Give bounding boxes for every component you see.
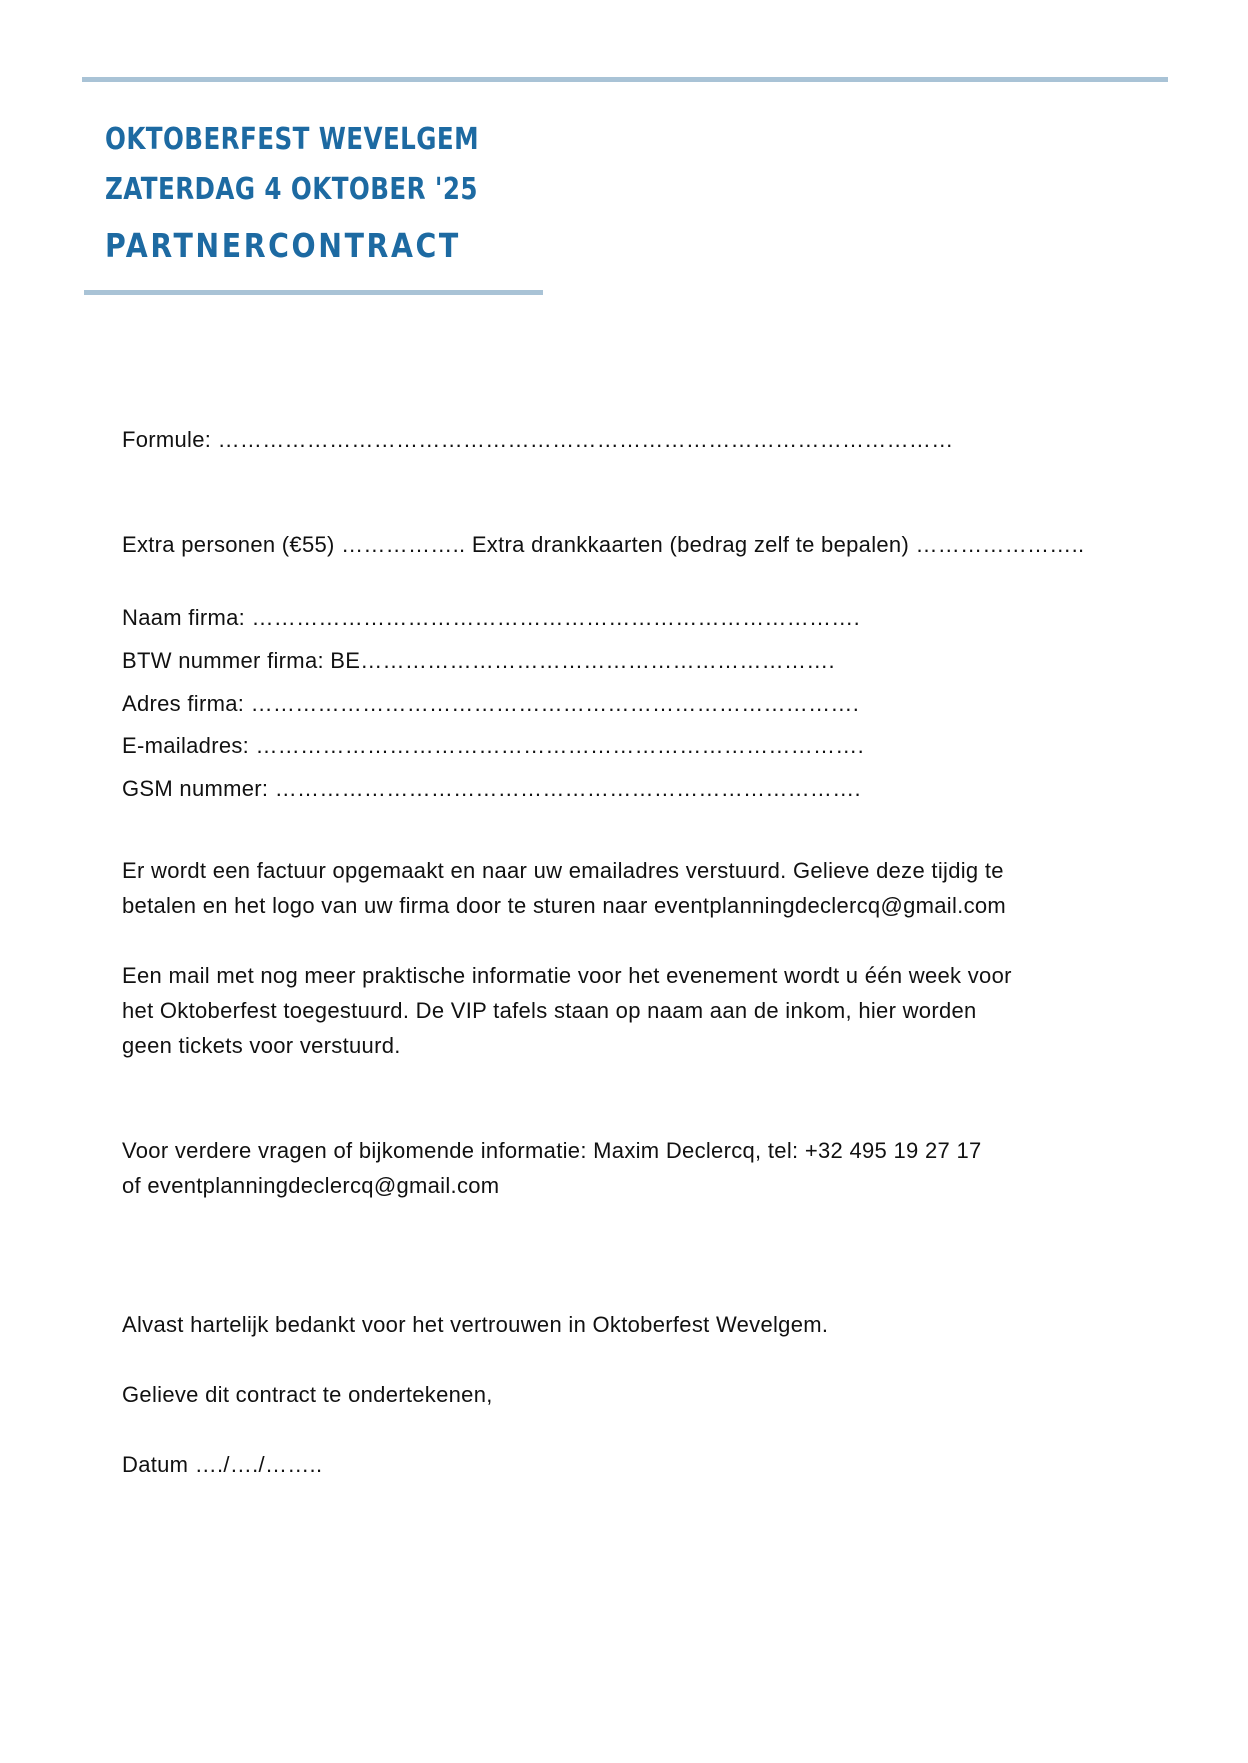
company-address-field[interactable]: Adres firma: ………………………………………………………………………. [122, 691, 860, 716]
email-field[interactable]: E-mailadres: ………………………………………………………………………. [122, 733, 865, 758]
header-divider [84, 290, 543, 295]
event-title: OKTOBERFEST WEVELGEM [105, 122, 479, 157]
info-paragraph-line: geen tickets voor verstuurd. [122, 1033, 401, 1058]
event-date: ZATERDAG 4 OKTOBER '25 [105, 172, 478, 207]
info-paragraph-line: het Oktoberfest toegestuurd. De VIP tafels staan op naam aan de inkom, hier worden [122, 998, 977, 1023]
extra-fields[interactable]: Extra personen (€55) …………….. Extra drankkaarten (bedrag zelf te bepalen) ………………….. [122, 532, 1085, 557]
document-title: PARTNERCONTRACT [105, 226, 461, 265]
phone-field[interactable]: GSM nummer: ……………………………………………………………………. [122, 776, 861, 801]
contact-paragraph-line: Voor verdere vragen of bijkomende informatie: Maxim Declercq, tel: +32 495 19 27 17 [122, 1138, 982, 1163]
invoice-paragraph-line: betalen en het logo van uw firma door te sturen naar eventplanningdeclercq@gmail.com [122, 893, 1007, 918]
contact-paragraph-line: of eventplanningdeclercq@gmail.com [122, 1173, 500, 1198]
info-paragraph-line: Een mail met nog meer praktische informatie voor het evenement wordt u één week voor [122, 963, 1012, 988]
date-field[interactable]: Datum …./…./…….. [122, 1452, 323, 1477]
thanks-text: Alvast hartelijk bedankt voor het vertrouwen in Oktoberfest Wevelgem. [122, 1312, 829, 1337]
invoice-paragraph-line: Er wordt een factuur opgemaakt en naar uw emailadres verstuurd. Gelieve deze tijdig te [122, 858, 1004, 883]
vat-number-field[interactable]: BTW nummer firma: BE………………………………………………………. [122, 648, 835, 673]
sign-request-text: Gelieve dit contract te ondertekenen, [122, 1382, 493, 1407]
company-name-field[interactable]: Naam firma: ………………………………………………………………………. [122, 605, 861, 630]
formule-field[interactable]: Formule: ……………………………………………………………………………………… [122, 427, 954, 452]
top-divider [82, 77, 1168, 82]
